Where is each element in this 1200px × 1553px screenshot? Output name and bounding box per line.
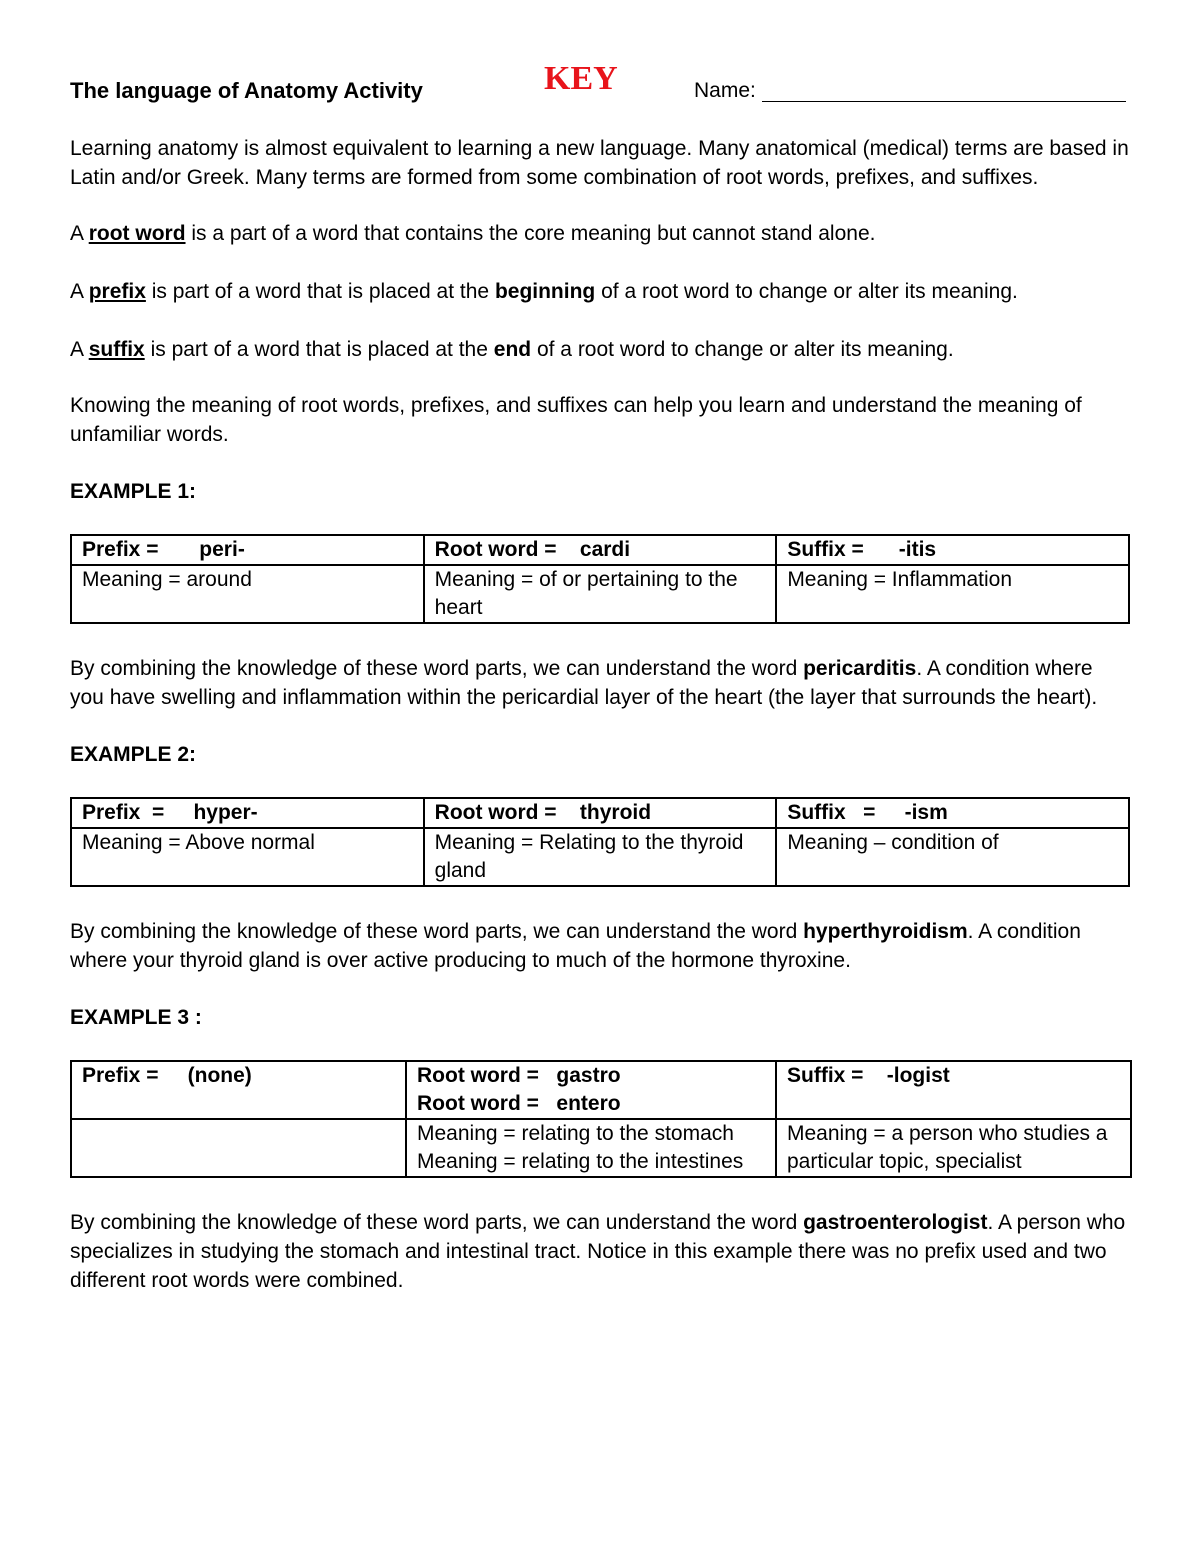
example-2-prefix: Prefix = hyper- [71,798,424,828]
example-2-prefix-meaning: Meaning = Above normal [71,828,424,886]
example-1-heading: EXAMPLE 1: [70,480,197,503]
prefix-term: prefix [88,280,146,303]
header [70,60,1130,118]
example-1-root-meaning: Meaning = of or pertaining to the heart [424,565,777,623]
example-2-root: Root word = thyroid [424,798,777,828]
suffix-definition: A suffix is part of a word that is placed at the end of a root word to change or alter its meaning. [70,338,954,361]
example-3-root-meanings [406,1119,776,1177]
example-3-explanation: By combining the knowledge of these word parts, we can understand the word gastroenterologist. A person who specializes in studying the stomach and intestinal tract. Notice in this example there was no prefix used and two different root words were combined. [70,1211,1126,1292]
example-3-roots [406,1061,776,1119]
example-2-root-meaning: Meaning = Relating to the thyroid gland [424,828,777,886]
example-2-suffix: Suffix = -ism [776,798,1129,828]
example-1-suffix: Suffix = -itis [776,535,1129,565]
example-1-root: Root word = cardi [424,535,777,565]
suffix-term: suffix [88,338,145,361]
prefix-definition: A prefix is part of a word that is placed at the beginning of a root word to change or alter its meaning. [70,280,1018,303]
key-label: KEY [544,60,618,97]
example-1-table [70,534,1130,624]
root-word-definition: A root word is a part of a word that contains the core meaning but cannot stand alone. [70,222,876,245]
example-2-suffix-meaning: Meaning – condition of [776,828,1129,886]
example-3-word: gastroenterologist [803,1211,988,1234]
example-2-table [70,797,1130,887]
example-3-root-2: Root word = entero [417,1092,621,1115]
knowing-paragraph: Knowing the meaning of root words, prefixes, and suffixes can help you learn and understand the meaning of unfamiliar words. [70,394,1082,446]
example-3-root-meaning-2: Meaning = relating to the intestines [417,1150,744,1173]
example-1-prefix: Prefix = peri- [71,535,424,565]
example-3-heading: EXAMPLE 3 : [70,1006,202,1029]
example-3-table [70,1060,1132,1178]
name-field-line[interactable] [762,101,1126,102]
example-3-suffix: Suffix = -logist [776,1061,1131,1119]
example-3-root-1: Root word = gastro [417,1064,621,1087]
example-1-word: pericarditis [803,657,917,680]
root-word-term: root word [88,222,186,245]
example-1-suffix-meaning: Meaning = Inflammation [776,565,1129,623]
intro-paragraph: Learning anatomy is almost equivalent to learning a new language. Many anatomical (medical) terms are based in Latin and/or Greek. Many terms are formed from some combination of root words, prefixes, and suffixes. [70,137,1129,189]
example-2-heading: EXAMPLE 2: [70,743,197,766]
example-2-explanation: By combining the knowledge of these word parts, we can understand the word hyperthyroidism. A condition where your thyroid gland is over active producing to much of the hormone thyroxine. [70,920,1081,972]
worksheet-page [70,60,1130,1295]
name-label: Name: [694,79,756,102]
example-2-word: hyperthyroidism [803,920,968,943]
example-3-suffix-meaning: Meaning = a person who studies a particular topic, specialist [776,1119,1131,1177]
example-1-prefix-meaning: Meaning = around [71,565,424,623]
example-3-prefix: Prefix = (none) [71,1061,406,1119]
example-3-prefix-meaning [71,1119,406,1177]
page-title: The language of Anatomy Activity [70,78,423,103]
example-3-root-meaning-1: Meaning = relating to the stomach [417,1122,734,1145]
example-1-explanation: By combining the knowledge of these word parts, we can understand the word pericarditis. A condition where you have swelling and inflammation within the pericardial layer of the heart (the layer that surrounds the heart). [70,657,1098,709]
